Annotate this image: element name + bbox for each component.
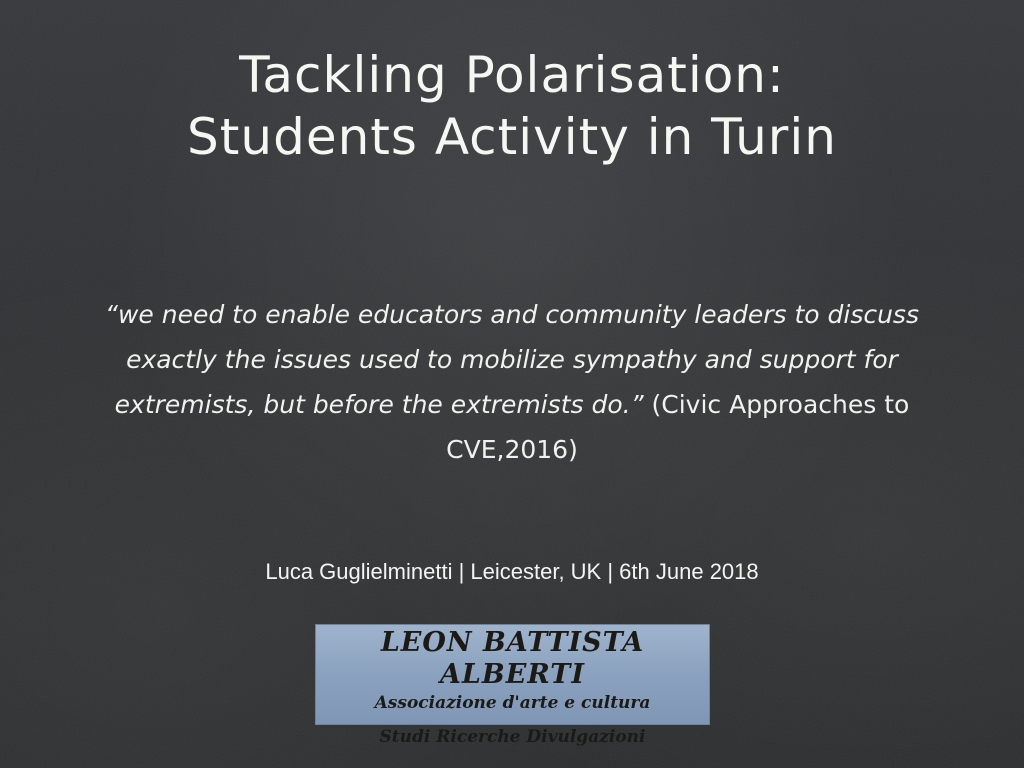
slide-title-line-2: Students Activity in Turin	[187, 108, 837, 166]
slide-title	[0, 44, 1024, 168]
quote-citation: (Civic Approaches to CVE,2016)	[446, 390, 910, 464]
logo-line-3: Studi Ricerche Divulgazioni	[379, 727, 646, 747]
organization-logo	[315, 624, 710, 747]
logo-line-2: Associazione d'arte e cultura	[374, 693, 651, 713]
slide-title-line-1: Tackling Polarisation:	[239, 46, 785, 104]
quote-text: “we need to enable educators and community leaders to discuss exactly the issues used to mobilize sympathy and support for extremists, but before the extremists do.”	[105, 300, 919, 419]
quote-block	[60, 292, 964, 472]
logo-line-1: LEON BATTISTA ALBERTI	[380, 627, 645, 690]
author-byline: Luca Guglielminetti | Leicester, UK | 6th June 2018	[265, 559, 759, 584]
